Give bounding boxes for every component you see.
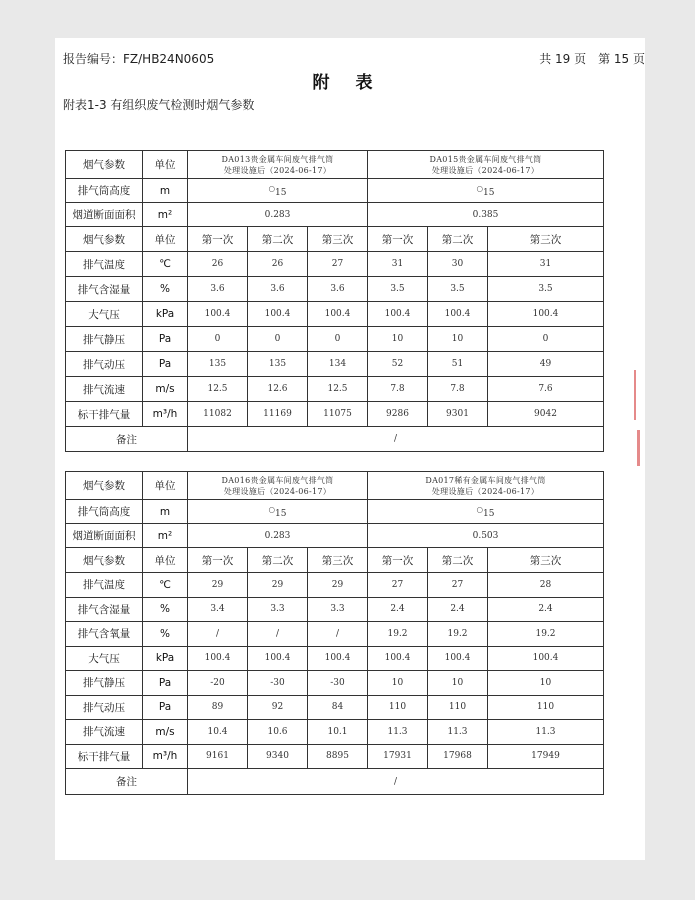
param-header: 烟气参数	[66, 227, 143, 252]
cell: 29	[248, 573, 308, 598]
table-row	[66, 327, 604, 352]
cell: 11169	[248, 402, 308, 427]
table-row	[66, 646, 604, 671]
table-row	[66, 573, 604, 598]
row-label: 排气流速	[66, 720, 143, 745]
cell: 100.4	[248, 646, 308, 671]
seal-mark	[634, 370, 636, 420]
cell: 31	[488, 252, 604, 277]
table-row	[66, 352, 604, 377]
row-unit: m/s	[143, 720, 188, 745]
seal-mark	[637, 430, 640, 466]
cell: 100.4	[488, 302, 604, 327]
cell: 84	[308, 695, 368, 720]
cell: 10	[428, 671, 488, 696]
area-unit: m²	[143, 203, 188, 227]
param-header: 烟气参数	[66, 472, 143, 500]
facility-header-da017: DA017稀有金属车间废气排气筒 处理设施后（2024-06-17）	[368, 472, 604, 500]
run-header: 第二次	[428, 548, 488, 573]
row-label: 排气静压	[66, 327, 143, 352]
cell: 17949	[488, 744, 604, 769]
cell: 3.3	[248, 597, 308, 622]
unit-header: 单位	[143, 227, 188, 252]
cell: 12.5	[308, 377, 368, 402]
cell: 10	[368, 671, 428, 696]
row-unit: ℃	[143, 573, 188, 598]
row-label: 排气温度	[66, 252, 143, 277]
cell: -30	[248, 671, 308, 696]
cell: 89	[188, 695, 248, 720]
row-label: 排气动压	[66, 352, 143, 377]
cell: 0	[308, 327, 368, 352]
table-row	[66, 377, 604, 402]
row-unit: Pa	[143, 695, 188, 720]
cell: 27	[308, 252, 368, 277]
cell: 10.1	[308, 720, 368, 745]
run-header: 第三次	[488, 548, 604, 573]
page-info: 共 19 页 第 15 页	[539, 52, 645, 66]
cell: 0	[248, 327, 308, 352]
run-header: 第三次	[308, 227, 368, 252]
cell: 0	[188, 327, 248, 352]
facility-header-da016: DA016贵金属车间废气排气筒 处理设施后（2024-06-17）	[188, 472, 368, 500]
table-caption: 附表1-3 有组织废气检测时烟气参数	[63, 98, 255, 112]
cell: 11.3	[488, 720, 604, 745]
cell: 11.3	[428, 720, 488, 745]
table-row	[66, 252, 604, 277]
param-header: 烟气参数	[66, 548, 143, 573]
report-number: 报告编号：FZ/HB24N0605	[63, 52, 215, 66]
cell: 17931	[368, 744, 428, 769]
run-header: 第二次	[428, 227, 488, 252]
height-label: 排气筒高度	[66, 500, 143, 524]
run-header: 第三次	[488, 227, 604, 252]
run-header: 第二次	[248, 227, 308, 252]
flue-gas-table-1	[65, 150, 604, 452]
cell: /	[308, 622, 368, 647]
row-label: 标干排气量	[66, 744, 143, 769]
cell: 26	[188, 252, 248, 277]
height-unit: m	[143, 179, 188, 203]
row-unit: kPa	[143, 302, 188, 327]
area-label: 烟道断面面积	[66, 203, 143, 227]
table-row	[66, 597, 604, 622]
row-label: 排气流速	[66, 377, 143, 402]
row-unit: kPa	[143, 646, 188, 671]
area-unit: m²	[143, 524, 188, 548]
row-label: 排气静压	[66, 671, 143, 696]
unit-header: 单位	[143, 548, 188, 573]
cell: 3.3	[308, 597, 368, 622]
row-unit: m³/h	[143, 744, 188, 769]
cell: 12.5	[188, 377, 248, 402]
table-row	[66, 402, 604, 427]
row-label: 排气含氧量	[66, 622, 143, 647]
run-header: 第一次	[368, 548, 428, 573]
cell: 100.4	[488, 646, 604, 671]
cell: 28	[488, 573, 604, 598]
height-value: ○15	[368, 500, 604, 524]
cell: 2.4	[428, 597, 488, 622]
cell: 11075	[308, 402, 368, 427]
cell: 9161	[188, 744, 248, 769]
height-value: ○15	[188, 179, 368, 203]
table-row	[66, 277, 604, 302]
remark-label: 备注	[66, 769, 188, 795]
table-row	[66, 720, 604, 745]
row-unit: Pa	[143, 327, 188, 352]
table-row	[66, 695, 604, 720]
row-unit: %	[143, 277, 188, 302]
cell: 3.5	[488, 277, 604, 302]
cell: 10	[428, 327, 488, 352]
cell: 135	[188, 352, 248, 377]
cell: 29	[188, 573, 248, 598]
height-value: ○15	[188, 500, 368, 524]
area-label: 烟道断面面积	[66, 524, 143, 548]
cell: -20	[188, 671, 248, 696]
param-header: 烟气参数	[66, 151, 143, 179]
run-header: 第三次	[308, 548, 368, 573]
remark-value: /	[188, 427, 604, 452]
cell: /	[248, 622, 308, 647]
run-header: 第一次	[368, 227, 428, 252]
row-label: 排气含湿量	[66, 277, 143, 302]
cell: 100.4	[368, 646, 428, 671]
facility-header-da015: DA015贵金属车间废气排气筒 处理设施后（2024-06-17）	[368, 151, 604, 179]
cell: 9042	[488, 402, 604, 427]
cell: 11.3	[368, 720, 428, 745]
cell: -30	[308, 671, 368, 696]
cell: 110	[428, 695, 488, 720]
cell: 100.4	[248, 302, 308, 327]
cell: 7.8	[428, 377, 488, 402]
cell: 10	[488, 671, 604, 696]
cell: 3.4	[188, 597, 248, 622]
cell: 30	[428, 252, 488, 277]
cell: 2.4	[488, 597, 604, 622]
cell: 3.6	[248, 277, 308, 302]
cell: 100.4	[368, 302, 428, 327]
cell: 3.6	[188, 277, 248, 302]
run-header: 第一次	[188, 227, 248, 252]
row-unit: Pa	[143, 671, 188, 696]
cell: 27	[368, 573, 428, 598]
cell: 17968	[428, 744, 488, 769]
cell: 19.2	[428, 622, 488, 647]
cell: 9340	[248, 744, 308, 769]
cell: 7.8	[368, 377, 428, 402]
row-unit: %	[143, 622, 188, 647]
run-header: 第一次	[188, 548, 248, 573]
row-label: 大气压	[66, 646, 143, 671]
row-unit: Pa	[143, 352, 188, 377]
run-header: 第二次	[248, 548, 308, 573]
cell: 8895	[308, 744, 368, 769]
row-label: 标干排气量	[66, 402, 143, 427]
row-label: 大气压	[66, 302, 143, 327]
cell: 0	[488, 327, 604, 352]
cell: /	[188, 622, 248, 647]
cell: 26	[248, 252, 308, 277]
flue-gas-table-2	[65, 471, 604, 795]
cell: 52	[368, 352, 428, 377]
cell: 19.2	[368, 622, 428, 647]
cell: 100.4	[308, 646, 368, 671]
area-value: 0.385	[368, 203, 604, 227]
remark-label: 备注	[66, 427, 188, 452]
cell: 10.6	[248, 720, 308, 745]
facility-header-da013: DA013贵金属车间废气排气筒 处理设施后（2024-06-17）	[188, 151, 368, 179]
cell: 135	[248, 352, 308, 377]
area-value: 0.503	[368, 524, 604, 548]
row-unit: m/s	[143, 377, 188, 402]
row-label: 排气动压	[66, 695, 143, 720]
cell: 100.4	[188, 646, 248, 671]
cell: 10	[368, 327, 428, 352]
cell: 10.4	[188, 720, 248, 745]
remark-row	[66, 769, 604, 795]
cell: 49	[488, 352, 604, 377]
cell: 100.4	[428, 646, 488, 671]
area-value: 0.283	[188, 524, 368, 548]
cell: 100.4	[308, 302, 368, 327]
cell: 100.4	[428, 302, 488, 327]
cell: 92	[248, 695, 308, 720]
cell: 3.5	[428, 277, 488, 302]
row-unit: ℃	[143, 252, 188, 277]
cell: 110	[368, 695, 428, 720]
table-row	[66, 671, 604, 696]
cell: 9301	[428, 402, 488, 427]
remark-value: /	[188, 769, 604, 795]
cell: 9286	[368, 402, 428, 427]
cell: 11082	[188, 402, 248, 427]
cell: 2.4	[368, 597, 428, 622]
page-title: 附 表	[312, 73, 383, 93]
height-unit: m	[143, 500, 188, 524]
cell: 3.6	[308, 277, 368, 302]
row-label: 排气含湿量	[66, 597, 143, 622]
area-value: 0.283	[188, 203, 368, 227]
remark-row	[66, 427, 604, 452]
cell: 134	[308, 352, 368, 377]
unit-header: 单位	[143, 472, 188, 500]
height-value: ○15	[368, 179, 604, 203]
row-label: 排气温度	[66, 573, 143, 598]
cell: 7.6	[488, 377, 604, 402]
unit-header: 单位	[143, 151, 188, 179]
table-row	[66, 744, 604, 769]
cell: 31	[368, 252, 428, 277]
row-unit: %	[143, 597, 188, 622]
cell: 29	[308, 573, 368, 598]
cell: 110	[488, 695, 604, 720]
cell: 51	[428, 352, 488, 377]
table-row	[66, 302, 604, 327]
cell: 19.2	[488, 622, 604, 647]
table-row	[66, 622, 604, 647]
row-unit: m³/h	[143, 402, 188, 427]
cell: 27	[428, 573, 488, 598]
cell: 12.6	[248, 377, 308, 402]
height-label: 排气筒高度	[66, 179, 143, 203]
cell: 3.5	[368, 277, 428, 302]
cell: 100.4	[188, 302, 248, 327]
